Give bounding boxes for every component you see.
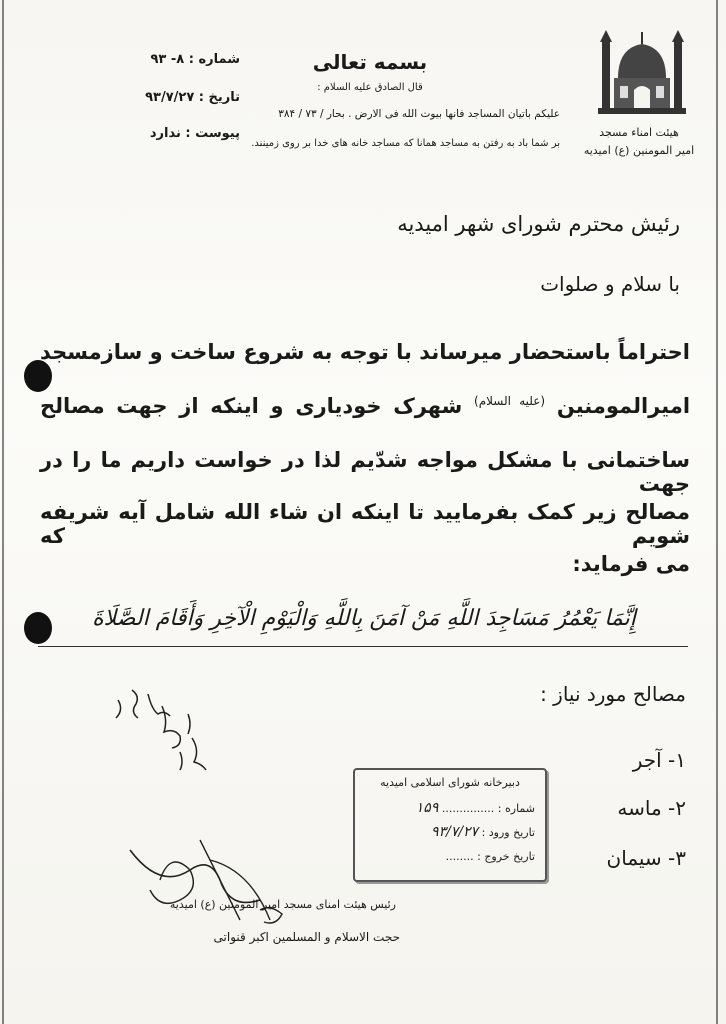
stamp-number-row bbox=[365, 800, 535, 816]
scan-edge-left bbox=[2, 0, 4, 1024]
body-line-5: می فرماید: bbox=[572, 552, 690, 576]
registration-stamp bbox=[353, 768, 547, 882]
body-line-2a: امیرالمومنین bbox=[556, 394, 691, 418]
scan-edge-right bbox=[716, 0, 718, 1024]
stamp-date-in-label: تاریخ ورود : bbox=[478, 826, 535, 839]
handwritten-note bbox=[88, 680, 228, 790]
signature-scribble bbox=[110, 820, 320, 940]
hadith-text: علیکم باتیان المساجد فانها بیوت الله فی الارض . بحار / ۷۳ / ۳۸۴ bbox=[278, 108, 560, 120]
org-name-line2: امیر المومنین (ع) امیدیه bbox=[583, 144, 695, 157]
honorific: (علیه السلام) bbox=[474, 394, 546, 408]
basmala-heading: بسمه تعالی bbox=[312, 50, 428, 74]
material-item: ۲- ماسه bbox=[617, 796, 686, 820]
letter-date: تاریخ : ۹۳/۷/۲۷ bbox=[145, 90, 240, 105]
body-line-2 bbox=[40, 394, 690, 418]
material-item: ۱- آجر bbox=[632, 748, 686, 772]
quran-verse: إِنَّمَا يَعْمُرُ مَسَاجِدَ اللَّهِ مَنْ آمَنَ بِاللَّهِ وَالْيَوْمِ الْآخِرِ وَأَقَامَ الصَّلَاةَ bbox=[92, 606, 636, 631]
hadith-translation: بر شما باد به رفتن به مساجد همانا که مساجد خانه های خدا بر روی زمینند. bbox=[251, 138, 560, 149]
stamp-number-label: شماره : ............... bbox=[441, 802, 535, 815]
letter-number: شماره : ۸- ۹۳ bbox=[150, 52, 240, 67]
mosque-logo-icon bbox=[594, 28, 690, 120]
signer-name: حجت الاسلام و المسلمین اکبر قنواتی bbox=[213, 930, 400, 944]
recipient-line: رئیش محترم شورای شهر امیدیه bbox=[397, 212, 680, 236]
stamp-date-out: تاریخ خروج : ........ bbox=[445, 850, 535, 863]
verse-underline bbox=[38, 646, 688, 647]
stamp-date-in-row bbox=[365, 824, 535, 840]
body-line-3: ساختمانی با مشکل مواجه شدّیم لذا در خواست داریم ما را در جهت bbox=[40, 448, 690, 496]
body-line-4: مصالح زیر کمک بفرمایید تا اینکه ان شاء الله شامل آیه شریفه شویم که bbox=[40, 500, 690, 548]
stamp-title: دبیرخانه شورای اسلامی امیدیه bbox=[380, 776, 520, 789]
material-item: ۳- سیمان bbox=[606, 846, 686, 870]
letter-attachment: پیوست : ندارد bbox=[149, 126, 240, 141]
punch-hole bbox=[24, 360, 52, 392]
hadith-intro: قال الصادق علیه السلام : bbox=[317, 82, 423, 93]
materials-title: مصالح مورد نیاز : bbox=[540, 682, 686, 706]
org-name-line1: هیئت امناء مسجد bbox=[599, 126, 679, 139]
signer-role: رئیس هیئت امنای مسجد امیر المومنین (ع) امیدیه bbox=[169, 898, 396, 911]
stamp-number-handwritten: ۱۵۹ bbox=[415, 800, 439, 816]
body-line-1: احتراماً باستحضار میرساند با توجه به شروع ساخت و سازمسجد bbox=[40, 340, 690, 364]
org-name bbox=[574, 124, 704, 160]
body-line-2b: شهرک خودیاری و اینکه از جهت مصالح bbox=[40, 394, 463, 418]
greeting-line: با سلام و صلوات bbox=[540, 272, 680, 296]
stamp-date-in-handwritten: ۹۳/۷/۲۷ bbox=[431, 824, 479, 840]
